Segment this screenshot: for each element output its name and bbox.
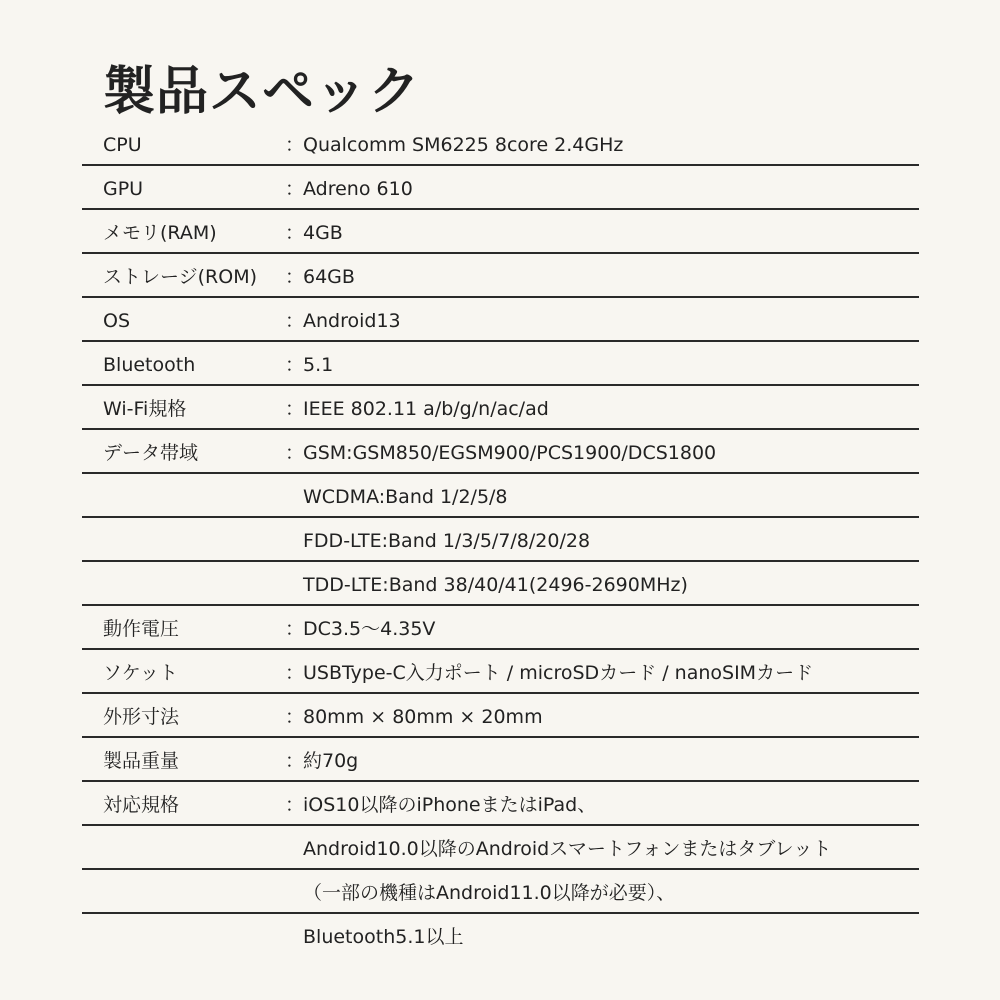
spec-colon: ： (285, 398, 305, 420)
spec-value: Adreno 610 (303, 178, 413, 200)
spec-row (82, 298, 919, 342)
spec-row (82, 210, 919, 254)
spec-row (82, 562, 919, 606)
spec-row (82, 430, 919, 474)
spec-row (82, 650, 919, 694)
spec-row (82, 122, 919, 166)
spec-label: Bluetooth (103, 354, 196, 376)
spec-label: 外形寸法 (103, 706, 180, 728)
spec-row (82, 738, 919, 782)
spec-value: FDD-LTE:Band 1/3/5/7/8/20/28 (303, 530, 591, 552)
spec-label: 対応規格 (103, 794, 180, 816)
spec-colon: ： (285, 442, 305, 464)
spec-label: ソケット (103, 662, 178, 684)
spec-label: Wi-Fi規格 (103, 398, 187, 420)
spec-row (82, 342, 919, 386)
spec-row (82, 914, 919, 956)
spec-colon: ： (285, 750, 305, 772)
spec-row (82, 826, 919, 870)
spec-colon: ： (285, 134, 305, 156)
spec-row (82, 254, 919, 298)
spec-row (82, 694, 919, 738)
spec-value: 64GB (303, 266, 355, 288)
spec-label: 動作電圧 (103, 618, 180, 640)
spec-row (82, 870, 919, 914)
spec-colon: ： (285, 178, 305, 200)
spec-label: 製品重量 (103, 750, 180, 772)
spec-value: Bluetooth5.1以上 (303, 926, 464, 948)
spec-label: ストレージ(ROM) (103, 266, 257, 288)
spec-row (82, 474, 919, 518)
spec-table (82, 122, 919, 956)
spec-colon: ： (285, 706, 305, 728)
spec-colon: ： (285, 266, 305, 288)
spec-value: TDD-LTE:Band 38/40/41(2496-2690MHz) (303, 574, 688, 596)
spec-value: 5.1 (303, 354, 334, 376)
spec-label: メモリ(RAM) (103, 222, 217, 244)
spec-value: 約70g (303, 750, 359, 772)
page-title: 製品スペック (103, 62, 422, 122)
spec-row (82, 606, 919, 650)
spec-colon: ： (285, 222, 305, 244)
spec-label: OS (103, 310, 131, 332)
spec-value: IEEE 802.11 a/b/g/n/ac/ad (303, 398, 549, 420)
spec-value: 80mm × 80mm × 20mm (303, 706, 543, 728)
spec-colon: ： (285, 354, 305, 376)
spec-row (82, 782, 919, 826)
spec-value: Android10.0以降のAndroidスマートフォンまたはタブレット (303, 838, 832, 860)
spec-value: 4GB (303, 222, 343, 244)
spec-colon: ： (285, 662, 305, 684)
spec-label: CPU (103, 134, 142, 156)
spec-value: USBType-C入力ポート / microSDカード / nanoSIMカード (303, 662, 814, 684)
spec-value: Android13 (303, 310, 401, 332)
spec-value: iOS10以降のiPhoneまたはiPad、 (303, 794, 597, 816)
spec-value: WCDMA:Band 1/2/5/8 (303, 486, 508, 508)
spec-row (82, 166, 919, 210)
spec-label: データ帯域 (103, 442, 199, 464)
spec-value: （一部の機種はAndroid11.0以降が必要）、 (303, 882, 676, 904)
spec-label: GPU (103, 178, 144, 200)
spec-row (82, 386, 919, 430)
spec-value: DC3.5〜4.35V (303, 618, 436, 640)
spec-value: Qualcomm SM6225 8core 2.4GHz (303, 134, 624, 156)
spec-colon: ： (285, 618, 305, 640)
spec-colon: ： (285, 794, 305, 816)
spec-colon: ： (285, 310, 305, 332)
spec-row (82, 518, 919, 562)
spec-value: GSM:GSM850/EGSM900/PCS1900/DCS1800 (303, 442, 717, 464)
